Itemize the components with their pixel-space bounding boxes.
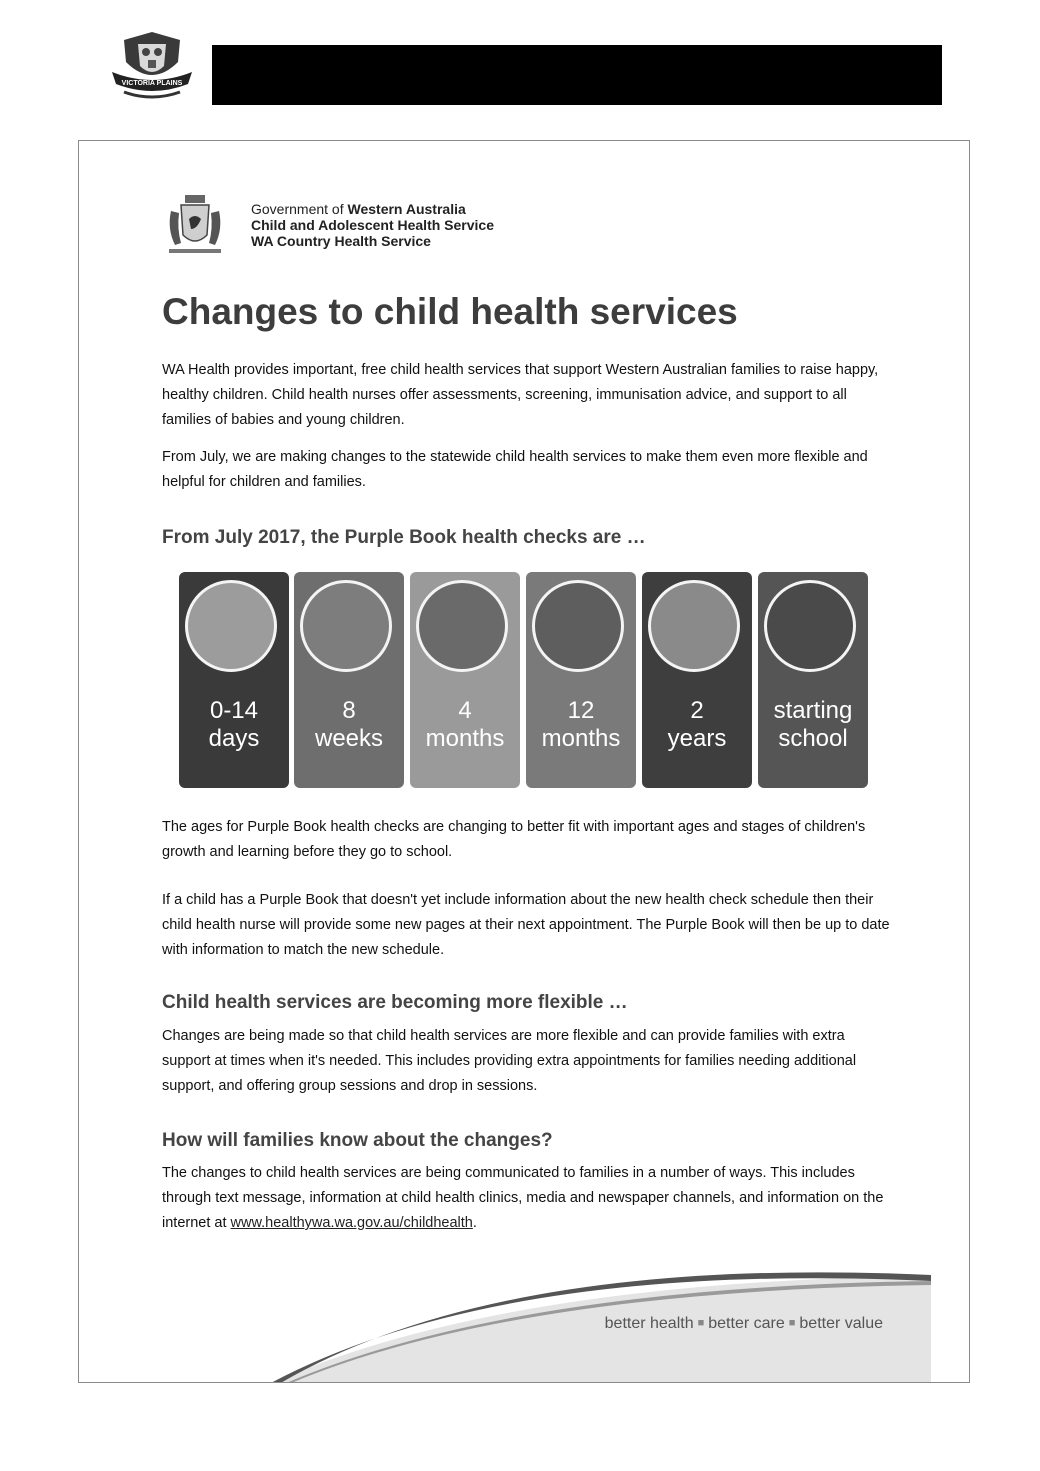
check-card bbox=[179, 572, 289, 788]
families-know-paragraph: The changes to child health services are being communicated to families in a number of ways. This includes through text message, information at child health clinics, media and newspaper channels, and information on the internet at www.healthywa.wa.gov.au/childhealth. bbox=[162, 1165, 884, 1231]
check-age-number: 8 bbox=[342, 697, 356, 724]
check-age-number: 2 bbox=[690, 697, 704, 724]
gov-line-2: Child and Adolescent Health Service bbox=[251, 217, 494, 233]
check-card bbox=[642, 572, 752, 788]
check-age-number: 12 bbox=[567, 697, 595, 724]
ages-paragraph-1: The ages for Purple Book health checks are changing to better fit with important ages and stages of children's growth and learning before they go to school. bbox=[162, 819, 866, 860]
gov-agency-text bbox=[251, 201, 494, 249]
school-crest-text: VICTORIA PLAINS bbox=[121, 80, 183, 87]
check-age-unit: weeks bbox=[314, 725, 384, 752]
health-check-cards bbox=[179, 572, 869, 790]
gov-line-1: Government of Western Australia bbox=[251, 201, 466, 217]
check-age-unit: days bbox=[208, 725, 260, 752]
intro-paragraph-1: WA Health provides important, free child health services that support Western Australian families to raise happy, healthy children. Child health nurses offer assessments, screening, immunisation advice, and support to all families of babies and young children. bbox=[162, 362, 879, 428]
check-card bbox=[294, 572, 404, 788]
check-age-unit: months bbox=[425, 725, 505, 752]
redaction-bar bbox=[212, 45, 942, 105]
wa-government-crest-logo bbox=[163, 189, 227, 261]
ages-paragraph-2: If a child has a Purple Book that doesn't yet include information about the new health check schedule then their child health nurse will provide some new pages at their next appointment. The Purple Book will then be up to date with information to match the new schedule. bbox=[162, 892, 890, 958]
check-age-number: 0-14 bbox=[209, 697, 259, 724]
family-photo bbox=[648, 580, 740, 672]
section-heading-health-checks: From July 2017, the Purple Book health checks are … bbox=[162, 527, 646, 548]
gov-line-3: WA Country Health Service bbox=[251, 233, 431, 249]
check-card bbox=[410, 572, 520, 788]
school-crest-logo bbox=[108, 26, 196, 106]
check-age-unit: school bbox=[778, 725, 848, 752]
check-age-unit: years bbox=[667, 725, 727, 752]
flyer-page bbox=[78, 140, 970, 1383]
check-card bbox=[526, 572, 636, 788]
infant-photo bbox=[416, 580, 508, 672]
section-heading-families-know: How will families know about the changes? bbox=[162, 1130, 553, 1151]
check-card bbox=[758, 572, 868, 788]
footer-swoosh bbox=[79, 1241, 970, 1383]
check-age-number: starting bbox=[773, 697, 853, 724]
healthywa-link[interactable]: www.healthywa.wa.gov.au/childhealth bbox=[230, 1215, 473, 1231]
check-age-unit: months bbox=[541, 725, 621, 752]
toddler-photo bbox=[532, 580, 624, 672]
check-age-number: 4 bbox=[458, 697, 472, 724]
flexible-paragraph: Changes are being made so that child health services are more flexible and can provide families with extra support at times when it's needed. This includes providing extra appointments for families needing additional support, and offering group sessions and drop in sessions. bbox=[162, 1028, 857, 1094]
child-photo bbox=[764, 580, 856, 672]
section-heading-flexible: Child health services are becoming more flexible … bbox=[162, 992, 628, 1013]
mother-baby-photo bbox=[300, 580, 392, 672]
tagline: better health ■ better care ■ better value bbox=[604, 1315, 883, 1332]
baby-photo bbox=[185, 580, 277, 672]
intro-paragraph-2: From July, we are making changes to the statewide child health services to make them even more flexible and helpful for children and families. bbox=[162, 449, 868, 490]
page-title: Changes to child health services bbox=[162, 291, 738, 332]
